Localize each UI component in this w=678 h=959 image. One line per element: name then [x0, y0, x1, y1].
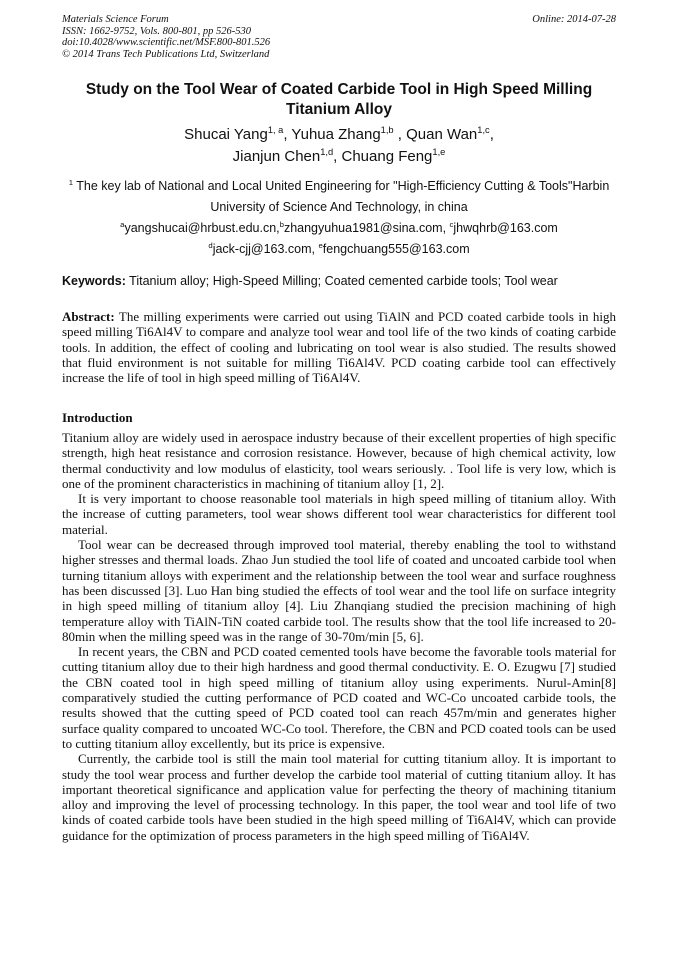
author-name: Yuhua Zhang: [291, 126, 381, 143]
author-name: Quan Wan: [406, 126, 478, 143]
online-date: Online: 2014-07-28: [532, 14, 616, 25]
title-line-2: Titanium Alloy: [286, 101, 392, 118]
section-heading-introduction: Introduction: [62, 410, 133, 425]
author-separator: ,: [283, 126, 292, 143]
affiliation-line-2: University of Science And Technology, in china: [210, 200, 468, 214]
journal-header: [62, 14, 616, 60]
affiliation-block: [62, 176, 616, 260]
abstract-label: Abstract:: [62, 309, 115, 324]
author-affil-mark: 1,b: [380, 125, 394, 135]
author-affil-mark: 1, a: [267, 125, 284, 135]
author-affil-mark: 1,c: [477, 125, 490, 135]
affiliation-text: The key lab of National and Local United Engineering for "High-Efficiency Cutting & Tools"Harbin: [73, 179, 610, 193]
keywords-label: Keywords:: [62, 274, 126, 288]
email-mark: d: [208, 240, 213, 250]
email-mark: a: [120, 219, 125, 229]
email-link[interactable]: fengchuang555@163.com: [322, 242, 470, 256]
email-link[interactable]: yangshucai@hrbust.edu.cn,: [124, 221, 280, 235]
email-mark: e: [318, 240, 323, 250]
author-name: Shucai Yang: [184, 126, 268, 143]
email-mark: b: [279, 219, 284, 229]
abstract-paragraph: [62, 309, 616, 385]
author-name: Jianjun Chen: [232, 148, 321, 165]
body-paragraph: Currently, the carbide tool is still the main tool material for cutting titanium alloy. It is important to study the tool wear process and further develop the carbide tool material of cutting titanium alloy. It has important theoretical significance and application value for perfecting the theory of machining titanium alloy and improving the level of processing technology. In this paper, the tool wear and tool life of two kinds of coated carbide tools have been studied in the high speed milling of Ti6Al4V, which can provide guidance for the optimization of process parameters in the high speed milling of Ti6Al4V.: [62, 751, 616, 843]
journal-name: Materials Science Forum: [62, 14, 169, 25]
issn-line: ISSN: 1662-9752, Vols. 800-801, pp 526-530: [62, 25, 251, 37]
author-separator: ,: [333, 148, 342, 165]
author-line-1: [62, 124, 616, 146]
title-line-1: Study on the Tool Wear of Coated Carbide Tool in High Speed Milling: [85, 81, 593, 98]
author-affil-mark: 1,e: [432, 147, 446, 157]
keywords-line: [62, 274, 616, 288]
body-paragraph: Tool wear can be decreased through improved tool material, thereby enabling the tool to withstand higher stresses and thermal loads. Zhao Jun studied the tool life of coated and uncoated carbide tool when turning titanium alloys with experiment and the relationship between the tool wear and surface roughness has been discussed [3]. Luo Han bing studied the effects of tool wear and the tool life on surface integrity in high speed milling of titanium alloy [4]. Liu Zhanqiang studied the precision machining of high temperature alloy with TiAlN-TiN coated carbide tool. The results show that the tool life increased to 20-80min when the milling speed was in the range of 30-70m/min [5, 6].: [62, 537, 616, 644]
keywords-text: Titanium alloy; High-Speed Milling; Coated cemented carbide tools; Tool wear: [125, 274, 558, 288]
body-paragraph: It is very important to choose reasonable tool materials in high speed milling of titanium alloy. With the increase of cutting parameters, tool wear shows different tool wear characteristics for different tool material.: [62, 491, 616, 537]
author-name: Chuang Feng: [341, 148, 433, 165]
affil-mark: 1: [68, 177, 74, 187]
introduction-body: [62, 430, 616, 843]
email-mark: c: [449, 219, 454, 229]
copyright-line: © 2014 Trans Tech Publications Ltd, Switzerland: [62, 48, 270, 60]
email-link[interactable]: jack-cjj@163.com,: [212, 242, 319, 256]
author-line-2: [62, 146, 616, 168]
email-link[interactable]: zhangyuhua1981@sina.com,: [283, 221, 450, 235]
email-link[interactable]: jhwqhrb@163.com: [453, 221, 558, 235]
body-paragraph: In recent years, the CBN and PCD coated cemented tools have become the favorable tools material for cutting titanium alloy due to their high hardness and good thermal conductivity. E. O. Ezugwu [7] studied the CBN coated tool in high speed milling of titanium alloy using experiments. Nurul-Amin[8] comparatively studied the cutting performance of PCD coated and WC-Co uncoated carbide tools, the results showed that the cutting speed of PCD coated tool can reach 457m/min and generates higher surface quality compared to uncoated WC-Co tool. Therefore, the CBN and PCD coated tools can be used to cutting titanium alloy excellently, but its price is expensive.: [62, 644, 616, 751]
paper-title: [62, 80, 616, 120]
email-line-2: [62, 239, 616, 260]
author-separator: ,: [393, 126, 407, 143]
doi-line: doi:10.4028/www.scientific.net/MSF.800-801.526: [62, 37, 271, 48]
author-affil-mark: 1,d: [320, 147, 334, 157]
author-list: [62, 124, 616, 168]
email-line-1: [62, 218, 616, 239]
body-paragraph: Titanium alloy are widely used in aerospace industry because of their excellent properties of high specific strength, high heat resistance and corrosion resistance. However, because of high chemical activity, low thermal conductivity and low modulus of elasticity, tool wears seriously. . Tool life is very low, which is one of the prominent characteristics in machining of titanium alloy [1, 2].: [62, 430, 616, 491]
author-separator: ,: [489, 126, 494, 143]
affiliation-line-1: [62, 176, 616, 197]
abstract-text: The milling experiments were carried out using TiAlN and PCD coated carbide tools in high speed milling Ti6Al4V to compare and analyze tool wear and tool life of the two kinds of coating carbide tools. In addition, the effect of cooling and lubricating on tool wear is also studied. The results showed that fluid environment is not suitable for milling Ti6Al4V. PCD coating carbide tool can effectively increase the life of tool in high speed milling of Ti6Al4V.: [62, 309, 616, 386]
